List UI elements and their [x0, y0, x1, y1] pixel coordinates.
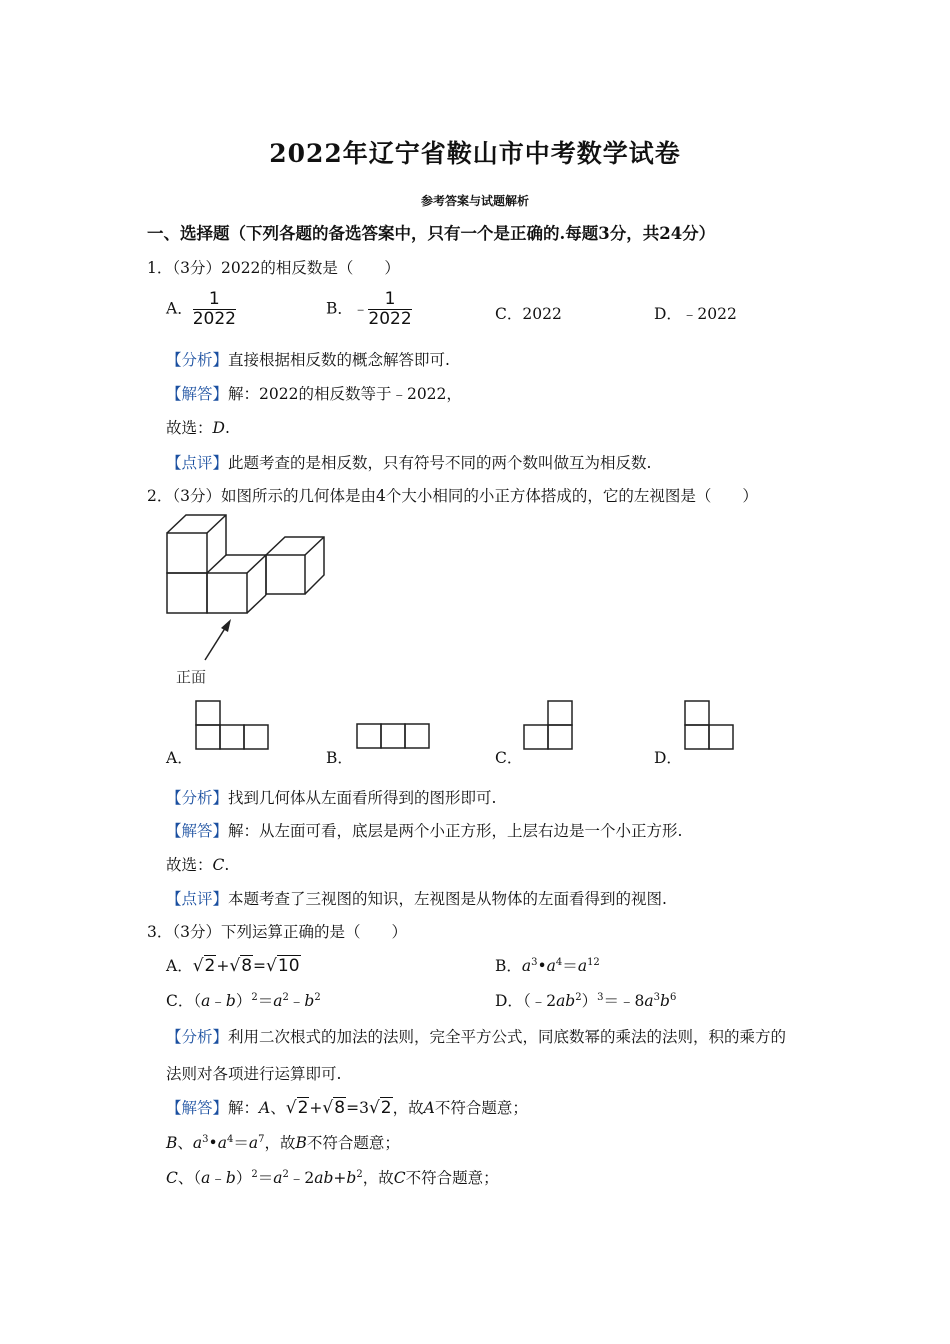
- front-label: 正面: [176, 668, 207, 686]
- q2-option-d[interactable]: D．: [654, 749, 682, 767]
- q2-analysis: 【分析】找到几何体从左面看所得到的图形即可.: [166, 789, 497, 807]
- q1-choice: 故选：D.: [166, 419, 230, 437]
- q1-solution: 【解答】解：2022的相反数等于﹣2022，: [166, 385, 462, 403]
- q2-option-c[interactable]: C．: [495, 749, 523, 767]
- page-subtitle: 参考答案与试题解析: [420, 194, 529, 208]
- q1-stem: 1．（3分）2022的相反数是（ ）: [147, 259, 400, 277]
- q1-option-c[interactable]: C．2022: [495, 305, 562, 323]
- q1-b-fraction: $\frac{1}{2022}$: [368, 289, 412, 329]
- q3-solution-a: 【解答】解：A、√2+√8=3√2，故A不符合题意；: [166, 1098, 528, 1118]
- q1-comment: 【点评】此题考查的是相反数，只有符号不同的两个数叫做互为相反数.: [166, 454, 652, 472]
- q1-option-b[interactable]: B．﹣ $\frac{1}{2022}$: [326, 289, 412, 329]
- q3-solution-c: C、$(a﹣b)^2=a^2﹣2ab+b^2$，故C不符合题意；: [166, 1169, 499, 1187]
- q1-a-fraction: $\frac{1}{2022}$: [192, 289, 236, 329]
- page-title: 2022年辽宁省鞍山市中考数学试卷: [269, 139, 681, 168]
- q1-analysis: 【分析】直接根据相反数的概念解答即可.: [166, 351, 450, 369]
- q2-choice: 故选：C.: [166, 856, 230, 874]
- q3-stem: 3．（3分）下列运算正确的是（ ）: [147, 923, 407, 941]
- q1-option-d[interactable]: D．﹣2022: [654, 305, 737, 323]
- q2-option-b[interactable]: B．: [326, 749, 353, 767]
- q3-option-d[interactable]: D．$(﹣2ab^2)^3=﹣8a^3b^6$: [495, 992, 677, 1010]
- q3-analysis-cont: 法则对各项进行运算即可.: [166, 1065, 342, 1083]
- q3-option-a[interactable]: A．√2+√8=√10: [166, 956, 300, 976]
- q3-option-c[interactable]: C．$(a﹣b)^2=a^2﹣b^2$: [166, 992, 321, 1010]
- q3-option-b[interactable]: B．$a^3•a^4=a^{12}$: [495, 957, 600, 975]
- q2-option-a[interactable]: A．: [166, 749, 193, 767]
- q3-solution-b: B、$a^3•a^4=a^7$，故B不符合题意；: [166, 1134, 400, 1152]
- q3-analysis: 【分析】利用二次根式的加法的法则，完全平方公式，同底数幂的乘法的法则，积的乘方的: [166, 1028, 787, 1046]
- q1-b-label: B．: [326, 299, 353, 318]
- q2-comment: 【点评】本题考查了三视图的知识，左视图是从物体的左面看得到的视图.: [166, 890, 667, 908]
- q2-stem: 2．（3分）如图所示的几何体是由4个大小相同的小正方体搭成的，它的左视图是（ ）: [147, 487, 758, 505]
- q1-a-label: A．: [166, 299, 193, 318]
- section-heading: 一、选择题（下列各题的备选答案中，只有一个是正确的.每题3分，共24分）: [147, 224, 716, 243]
- q2-solution: 【解答】解：从左面可看，底层是两个小正方形，上层右边是一个小正方形.: [166, 822, 683, 840]
